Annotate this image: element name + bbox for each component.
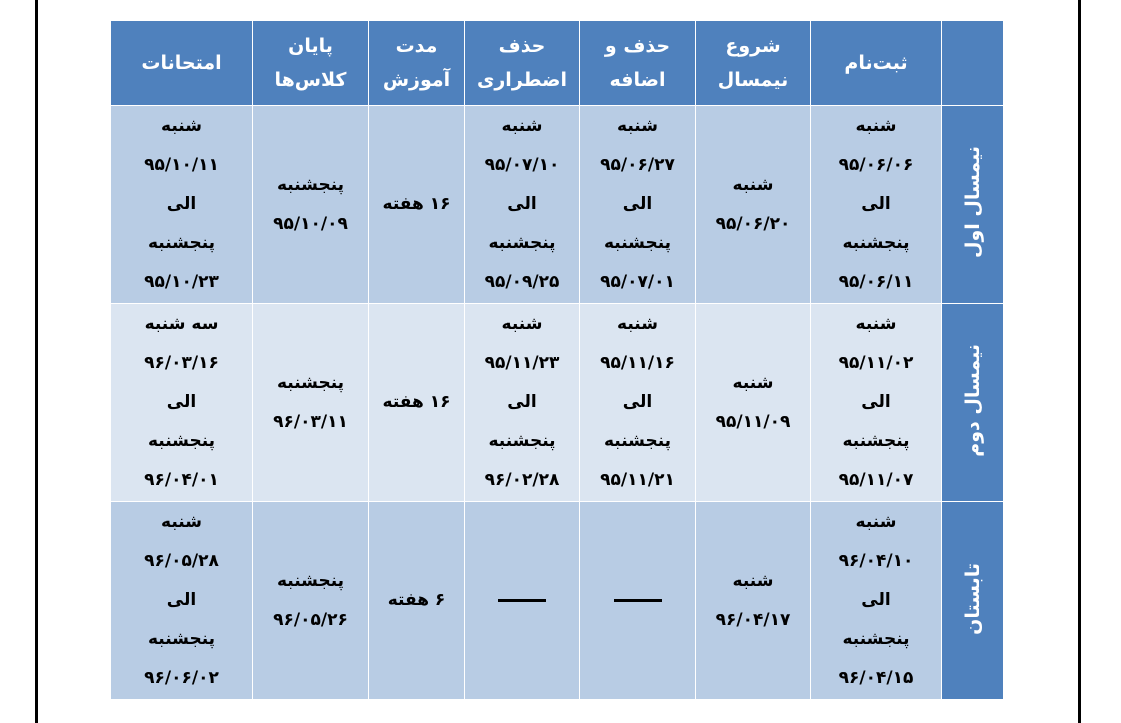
header-line: اضافه — [609, 69, 666, 91]
cell-line: الی — [861, 590, 891, 610]
cell-line: ۱۶ هفته — [382, 392, 451, 412]
header-line: پایان — [288, 35, 333, 57]
header-registration — [811, 21, 942, 106]
cell-line: الی — [507, 194, 537, 214]
academic-calendar-table — [110, 20, 1004, 700]
cell-line: الی — [166, 392, 197, 412]
header-line: نیمسال — [717, 69, 789, 91]
cell-registration — [811, 304, 942, 502]
cell-line: ۹۵/۰۶/۰۶ — [838, 155, 914, 175]
cell-line: پنجشنبه — [603, 431, 672, 451]
cell-line: ۹۵/۱۰/۰۹ — [273, 213, 348, 234]
cell-line: پنجشنبه — [276, 570, 345, 591]
row-label-summer — [942, 502, 1004, 700]
cell-line: ۹۶/۰۴/۱۰ — [838, 551, 914, 571]
header-line: حذف — [498, 35, 546, 57]
cell-line: پنجشنبه — [147, 431, 216, 451]
cell-line: ۶ هفته — [387, 590, 446, 610]
cell-line: شنبه — [501, 314, 543, 334]
cell-line: ۹۶/۰۴/۰۱ — [144, 470, 219, 490]
cell-line: ۹۵/۰۷/۱۰ — [484, 155, 560, 175]
cell-line: ۹۶/۰۶/۰۲ — [144, 668, 219, 688]
cell-line: پنجشنبه — [842, 233, 910, 253]
cell-line: ۹۶/۰۴/۱۷ — [715, 609, 791, 630]
cell-duration — [369, 502, 465, 700]
table-row — [111, 106, 1004, 304]
cell-duration — [369, 304, 465, 502]
header-add-drop — [580, 21, 696, 106]
header-line: مدت — [395, 35, 438, 57]
cell-registration — [811, 502, 942, 700]
cell-line: ۹۶/۰۲/۲۸ — [484, 470, 560, 490]
cell-line: پنجشنبه — [488, 431, 556, 451]
cell-line: الی — [622, 392, 653, 412]
cell-line: ۹۵/۰۹/۲۵ — [484, 272, 560, 292]
cell-line: شنبه — [732, 174, 774, 195]
cell-line: پنجشنبه — [842, 431, 910, 451]
header-line: اضطراری — [476, 69, 568, 91]
cell-line: پنجشنبه — [276, 174, 345, 195]
cell-line: ۹۶/۰۵/۲۶ — [273, 609, 348, 630]
cell-emergency-drop — [465, 502, 580, 700]
cell-line: ۹۵/۰۶/۲۰ — [715, 213, 791, 234]
empty-dash — [498, 599, 546, 602]
page-border-right — [1078, 0, 1081, 723]
cell-duration — [369, 106, 465, 304]
cell-semester-start — [696, 304, 811, 502]
cell-line: ۹۶/۰۳/۱۱ — [273, 411, 348, 432]
header-duration — [369, 21, 465, 106]
row-label-text: نیمسال اول — [961, 146, 984, 259]
cell-line: شنبه — [732, 372, 774, 393]
cell-classes-end — [253, 106, 369, 304]
cell-line: ۹۵/۰۶/۱۱ — [838, 272, 914, 292]
cell-line: پنجشنبه — [147, 629, 216, 649]
header-semester-start — [696, 21, 811, 106]
cell-line: ۹۵/۱۱/۰۲ — [838, 353, 914, 373]
corner-cell — [942, 21, 1004, 106]
cell-line: شنبه — [161, 512, 202, 532]
cell-line: الی — [622, 194, 653, 214]
cell-classes-end — [253, 502, 369, 700]
cell-line: پنجشنبه — [276, 372, 345, 393]
cell-line: ۹۵/۱۱/۰۹ — [715, 411, 791, 432]
cell-line: ۹۵/۰۶/۲۷ — [600, 155, 675, 175]
row-label-second-semester — [942, 304, 1004, 502]
header-line: کلاس‌ها — [274, 69, 347, 91]
header-emergency-drop — [465, 21, 580, 106]
header-line: امتحانات — [141, 52, 222, 74]
cell-line: پنجشنبه — [842, 629, 910, 649]
page-border-left — [35, 0, 38, 723]
cell-line: ۹۵/۱۱/۲۱ — [600, 470, 675, 490]
cell-line: ۹۶/۰۴/۱۵ — [838, 668, 914, 688]
cell-exams — [111, 304, 253, 502]
cell-line: شنبه — [617, 314, 658, 334]
cell-semester-start — [696, 106, 811, 304]
cell-line: ۹۵/۱۰/۱۱ — [144, 155, 219, 175]
cell-line: پنجشنبه — [147, 233, 216, 253]
cell-line: ۹۵/۱۱/۰۷ — [838, 470, 914, 490]
cell-line: ۹۵/۰۷/۰۱ — [600, 272, 675, 292]
header-exams — [111, 21, 253, 106]
cell-exams — [111, 106, 253, 304]
cell-line: شنبه — [855, 314, 897, 334]
table-row — [111, 502, 1004, 700]
cell-line: سه شنبه — [144, 314, 219, 334]
cell-line: ۹۵/۱۰/۲۳ — [144, 272, 219, 292]
cell-line: ۹۵/۱۱/۲۳ — [484, 353, 560, 373]
cell-semester-start — [696, 502, 811, 700]
cell-line: الی — [861, 194, 891, 214]
row-label-first-semester — [942, 106, 1004, 304]
cell-exams — [111, 502, 253, 700]
cell-line: الی — [166, 590, 197, 610]
cell-line: ۹۵/۱۱/۱۶ — [600, 353, 675, 373]
cell-emergency-drop — [465, 304, 580, 502]
cell-line: پنجشنبه — [488, 233, 556, 253]
cell-line: الی — [861, 392, 891, 412]
header-line: حذف و — [604, 35, 671, 57]
cell-registration — [811, 106, 942, 304]
cell-line: ۱۶ هفته — [382, 194, 451, 214]
cell-line: شنبه — [855, 116, 897, 136]
empty-dash — [614, 599, 662, 602]
table-row — [111, 304, 1004, 502]
cell-line: الی — [507, 392, 537, 412]
cell-line: شنبه — [617, 116, 658, 136]
cell-line: شنبه — [161, 116, 202, 136]
header-classes-end — [253, 21, 369, 106]
header-line: شروع — [725, 35, 781, 57]
cell-line: پنجشنبه — [603, 233, 672, 253]
cell-add-drop — [580, 106, 696, 304]
row-label-text: نیمسال دوم — [961, 344, 984, 457]
cell-add-drop — [580, 304, 696, 502]
cell-emergency-drop — [465, 106, 580, 304]
cell-line: شنبه — [855, 512, 897, 532]
header-line: ثبت‌نام — [844, 52, 908, 74]
cell-line: الی — [166, 194, 197, 214]
cell-line: شنبه — [501, 116, 543, 136]
row-label-text: تابستان — [961, 562, 984, 635]
cell-add-drop — [580, 502, 696, 700]
cell-line: ۹۶/۰۵/۲۸ — [144, 551, 219, 571]
cell-line: ۹۶/۰۳/۱۶ — [144, 353, 219, 373]
cell-classes-end — [253, 304, 369, 502]
header-line: آموزش — [382, 69, 451, 91]
cell-line: شنبه — [732, 570, 774, 591]
header-row — [111, 21, 1004, 106]
